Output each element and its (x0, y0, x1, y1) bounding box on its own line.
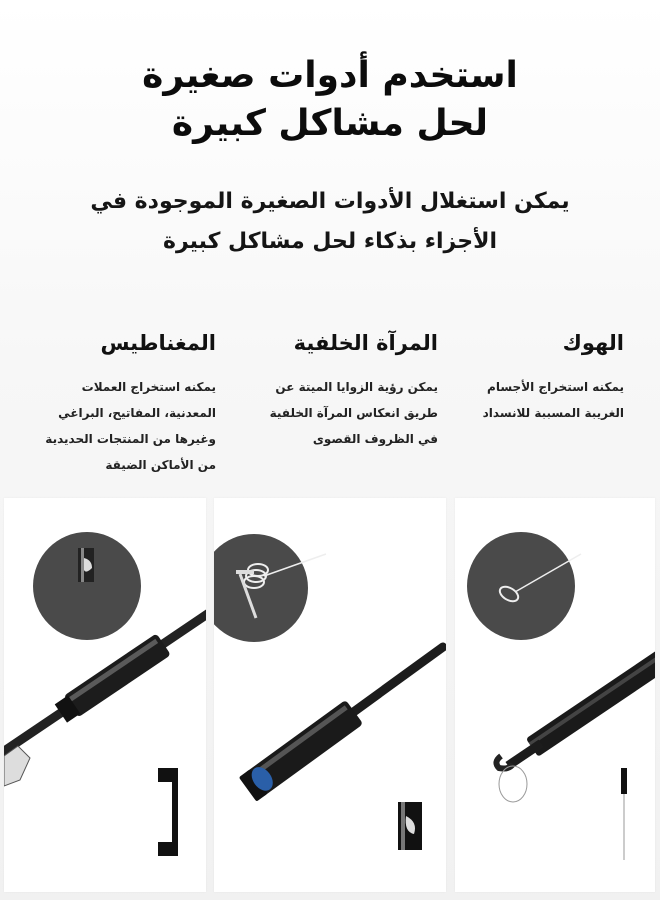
feature-magnet (6, 326, 216, 478)
feature-title: المغناطيس (100, 331, 216, 355)
desc-line: يمكن رؤية الزوايا الميتة عن (275, 380, 438, 394)
feature-title: المرآة الخلفية (293, 331, 438, 355)
headline (0, 52, 660, 148)
desc-line: يمكنه استخراج العملات (81, 380, 216, 394)
desc-line: المعدنية، المفاتيح، البراغي (58, 406, 216, 420)
feature-title: الهوك (562, 331, 624, 355)
headline-line-1: استخدم أدوات صغيرة (142, 55, 518, 96)
feature-description (6, 374, 216, 478)
feature-hook (424, 326, 624, 426)
mirror-product-panel (214, 498, 446, 892)
subheadline-line-2: الأجزاء بذكاء لحل مشاكل كبيرة (162, 229, 498, 254)
headline-line-2: لحل مشاكل كبيرة (171, 103, 489, 144)
hook-product-panel (455, 498, 655, 892)
feature-description (228, 374, 438, 452)
desc-line: الغريبة المسببة للانسداد (482, 406, 624, 420)
feature-description (424, 374, 624, 426)
magnet-product-panel (4, 498, 206, 892)
desc-line: طريق انعكاس المرآة الخلفية (269, 406, 438, 420)
desc-line: من الأماكن الضيقة (105, 458, 216, 472)
magnet-icon (4, 498, 206, 892)
subheadline-line-1: يمكن استغلال الأدوات الصغيرة الموجودة في (90, 189, 570, 214)
subheadline (20, 182, 640, 262)
desc-line: في الظروف القصوى (312, 432, 438, 446)
hook-icon (455, 498, 655, 892)
feature-mirror (228, 326, 438, 452)
mirror-icon (214, 498, 446, 892)
desc-line: يمكنه استخراج الأجسام (487, 380, 624, 394)
desc-line: وغيرها من المنتجات الحديدية (45, 432, 216, 446)
